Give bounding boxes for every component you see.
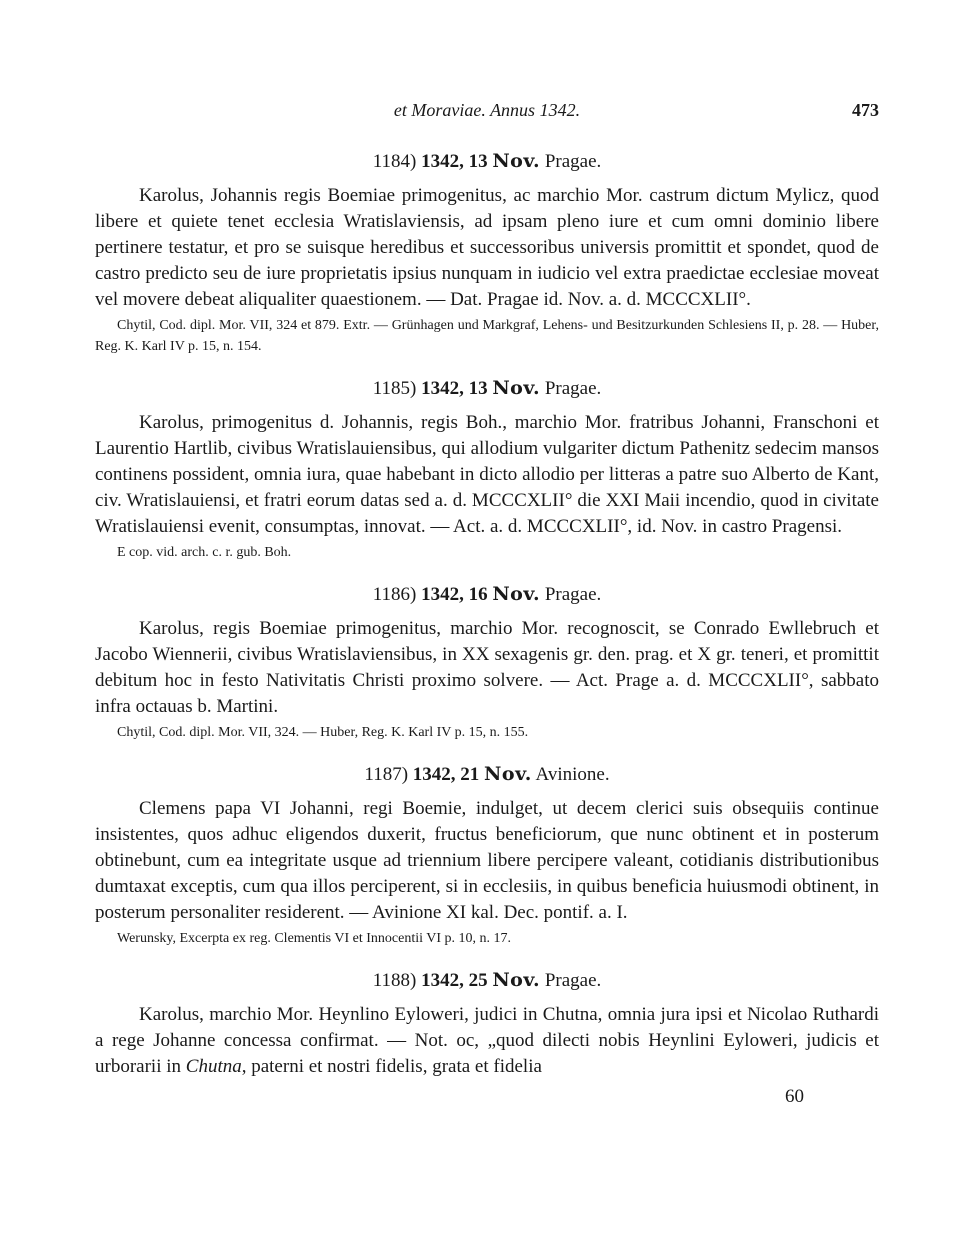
entry-text: Karolus, Johannis regis Boemiae primogenitus, ac marchio Mor. castrum dictum Mylicz, quod libere et quiete tenet ecclesia Wratislaviensis, ad ipsam pleno iure et cum omni dominio libere pertinere testatur, et pro se suisque heredibus et successoribus universis promittit et spondet, quod de castro predicto seu de iure proprietatis ipsius nunquam in iudicio vel extra praedictae ecclesiae moveat vel movere debeat aliqualiter quaestionem. — Dat. Pragae id. Nov. a. d. MCCCXLII°. <box>95 185 879 310</box>
entry-month: Nov. <box>492 150 541 172</box>
entry-month: Nov. <box>492 969 541 991</box>
entry-date: 1342, 25 <box>421 970 488 991</box>
entry-1184 <box>95 150 879 357</box>
entry-date: 1342, 13 <box>421 378 488 399</box>
entry-date: 1342, 13 <box>421 151 488 172</box>
signature-mark: 60 <box>785 1086 804 1107</box>
entry-1185 <box>95 377 879 563</box>
entry-place: Pragae. <box>544 151 602 172</box>
running-head-title: et Moraviae. Annus 1342. <box>393 100 581 120</box>
entry-place: Pragae. <box>544 584 602 605</box>
entry-text: Clemens papa VI Johanni, regi Boemie, indulget, ut decem clerici suis obsequiis continue insistentes, quos adhuc eligendos duxerit, fructus beneficiorum, que nunc obtinent et in posterum obtinebunt, cum ea integritate usque ad triennium libere percipere valeant, cotidianis distributionibus dumtaxat exceptis, cum qua illos perciperent, si in ecclesiis, in quibus beneficia huiusmodi obtinent, in posterum personaliter residerent. — Avinione XI kal. Dec. pontif. a. I. <box>95 798 879 923</box>
entry-text-italic: Chutna <box>185 1056 242 1077</box>
entry-heading <box>95 377 879 400</box>
entry-number: 1185) <box>372 378 417 399</box>
entry-number: 1188) <box>372 970 417 991</box>
entry-place: Avinione. <box>535 764 610 785</box>
entry-number: 1184) <box>372 151 417 172</box>
entry-heading <box>95 583 879 606</box>
entry-month: Nov. <box>492 377 541 399</box>
entry-number: 1186) <box>372 584 417 605</box>
running-head <box>95 100 879 128</box>
entry-number: 1187) <box>364 764 409 785</box>
entry-reference: E cop. vid. arch. c. r. gub. Boh. <box>117 545 292 560</box>
entry-1186 <box>95 583 879 743</box>
entry-1188 <box>95 969 879 1080</box>
entry-reference: Chytil, Cod. dipl. Mor. VII, 324 et 879. Extr. — Grünhagen und Markgraf, Lehens- und Besitzurkunden Schlesiens II, p. 28. — Huber, Reg. K. Karl IV p. 15, n. 154. <box>95 318 879 354</box>
entry-place: Pragae. <box>544 970 602 991</box>
entry-text: Karolus, primogenitus d. Johannis, regis Boh., marchio Mor. fratribus Johanni, Franschoni et Laurentio Hartlib, civibus Wratislauiensibus, qui allodium vulgariter dictum Pathenitz sedecim mansos continens possident, omnia iura, quae habebant in dicto allodio per litteras a patre suo Alberto de Kant, civ. Wratislauiensi, et fratri eorum datas sed a. d. MCCCXLII° die XXI Maii incendio, quod in civitate Wratislauiensi evenit, consumptas, innovat. — Act. a. d. MCCCXLII°, id. Nov. in castro Pragensi. <box>95 412 879 537</box>
entry-text-part: , paterni et nostri fidelis, grata et fidelia <box>241 1056 542 1077</box>
entry-reference: Werunsky, Excerpta ex reg. Clementis VI et Innocentii VI p. 10, n. 17. <box>117 931 512 946</box>
entry-place: Pragae. <box>544 378 602 399</box>
entry-date: 1342, 16 <box>421 584 488 605</box>
entry-heading <box>95 763 879 786</box>
entry-1187 <box>95 763 879 949</box>
document-page <box>95 100 879 1108</box>
entry-text-part: Karolus, marchio Mor. Heynlino Eyloweri, judici in Chutna, omnia jura ipsi et Nicolao Ruthardi a rege Johanne concessa confirmat. — Not. oc, „quod dilecti nobis Heynlini Eyloweri, judicis et urborarii in <box>95 1004 879 1077</box>
page-number: 473 <box>852 100 879 120</box>
entry-text: Karolus, regis Boemiae primogenitus, marchio Mor. recognoscit, se Conrado Ewllebruch et Jacobo Wiennerii, civibus Wratislaviensibus, in XX sexagenis gr. den. prag. et X gr. teneri, et promittit debitum hoc in festo Nativitatis Christi proximo solvere. — Act. Prage a. d. MCCCXLII°, sabbato infra octauas b. Martini. <box>95 618 879 717</box>
entry-heading <box>95 150 879 173</box>
entry-month: Nov. <box>492 583 541 605</box>
entry-text <box>95 1002 879 1080</box>
entry-heading <box>95 969 879 992</box>
entry-month: Nov. <box>484 763 532 785</box>
entry-reference: Chytil, Cod. dipl. Mor. VII, 324. — Huber, Reg. K. Karl IV p. 15, n. 155. <box>117 725 529 740</box>
entry-date: 1342, 21 <box>412 764 480 785</box>
